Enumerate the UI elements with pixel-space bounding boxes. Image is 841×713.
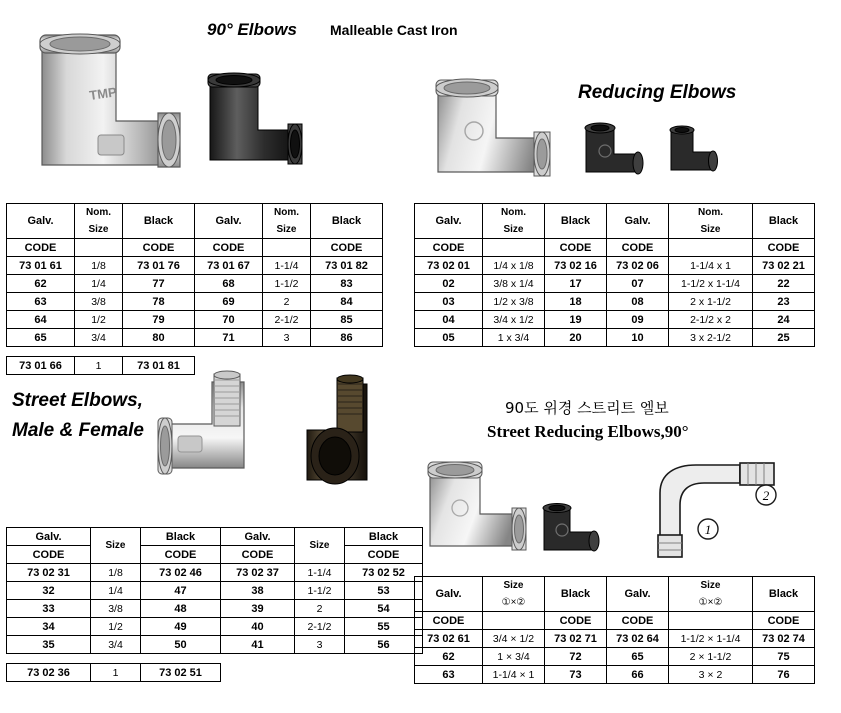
cell-galv-code: 33 bbox=[7, 600, 91, 618]
cell-black-code-2: 25 bbox=[753, 329, 815, 347]
cell-galv-code: 62 bbox=[7, 275, 75, 293]
cell-galv-code: 03 bbox=[415, 293, 483, 311]
header-blank-1 bbox=[483, 239, 545, 257]
street-reducing-black-illustration bbox=[536, 498, 606, 560]
header-size-1: Size bbox=[483, 577, 545, 595]
header-galv-2: Galv. bbox=[607, 577, 669, 612]
section-title-elbows: 90° Elbows bbox=[207, 20, 297, 39]
cell-size: 1 × 3/4 bbox=[483, 648, 545, 666]
cell-black-code-2: 53 bbox=[345, 582, 423, 600]
street-reducing-galvanized-illustration bbox=[418, 452, 538, 562]
cell-galv-code: 65 bbox=[7, 329, 75, 347]
cell-black-code: 20 bbox=[545, 329, 607, 347]
cell-galv-code: 64 bbox=[7, 311, 75, 329]
table-row bbox=[7, 582, 423, 600]
cell-black-code: 73 bbox=[545, 666, 607, 684]
cell-black-code: 18 bbox=[545, 293, 607, 311]
header-code-4: CODE bbox=[345, 546, 423, 564]
cell-galv-code-2: 65 bbox=[607, 648, 669, 666]
cell-black-code: 80 bbox=[123, 329, 195, 347]
header-black-1: Black bbox=[545, 577, 607, 612]
cell-empty bbox=[221, 664, 295, 682]
cell-galv-code: 04 bbox=[415, 311, 483, 329]
table-header-row bbox=[7, 204, 383, 222]
cell-galv-code-2: 10 bbox=[607, 329, 669, 347]
elbows-spec-table bbox=[6, 203, 383, 375]
cell-size-2: 1-1/2 bbox=[263, 275, 311, 293]
header-galv-1: Galv. bbox=[7, 528, 91, 546]
header-galv-1: Galv. bbox=[415, 577, 483, 612]
table-spacer-row bbox=[7, 654, 423, 664]
header-code-4: CODE bbox=[753, 239, 815, 257]
header-black-1: Black bbox=[545, 204, 607, 239]
header-nom-2: Nom. bbox=[263, 204, 311, 222]
cell-galv-code-2: 08 bbox=[607, 293, 669, 311]
cell-galv-code-tail: 73 01 66 bbox=[7, 357, 75, 375]
header-black-2: Black bbox=[753, 577, 815, 612]
table-row bbox=[415, 666, 815, 684]
header-size-notation-1: ①×② bbox=[483, 594, 545, 612]
cell-galv-code-2: 69 bbox=[195, 293, 263, 311]
header-code-3: CODE bbox=[221, 546, 295, 564]
table-spacer-row bbox=[7, 347, 383, 357]
table-header-row-3 bbox=[7, 239, 383, 257]
street-spec-table bbox=[6, 527, 423, 682]
cell-black-code: 78 bbox=[123, 293, 195, 311]
cell-galv-code-2: 41 bbox=[221, 636, 295, 654]
cell-size-2: 1-1/2 x 1-1/4 bbox=[669, 275, 753, 293]
elbow-galvanized-illustration bbox=[28, 25, 188, 185]
reducing-elbow-black-illustration-1 bbox=[578, 118, 648, 180]
cell-black-code: 73 02 16 bbox=[545, 257, 607, 275]
cell-size: 1/2 bbox=[91, 618, 141, 636]
table-row bbox=[415, 329, 815, 347]
header-code-2: CODE bbox=[545, 612, 607, 630]
header-blank-1 bbox=[75, 239, 123, 257]
cell-black-code-2: 73 01 82 bbox=[311, 257, 383, 275]
cell-galv-code-2: 71 bbox=[195, 329, 263, 347]
table-header-row-3 bbox=[415, 612, 815, 630]
cell-black-code-2: 76 bbox=[753, 666, 815, 684]
cell-galv-code-2: 73 02 64 bbox=[607, 630, 669, 648]
header-galv-2: Galv. bbox=[195, 204, 263, 239]
cell-black-code: 77 bbox=[123, 275, 195, 293]
diagram-callout-2: 2 bbox=[762, 488, 770, 503]
cell-black-code-2: 22 bbox=[753, 275, 815, 293]
header-size-1: Size bbox=[75, 221, 123, 239]
cell-galv-code: 73 02 01 bbox=[415, 257, 483, 275]
cell-black-code-2: 75 bbox=[753, 648, 815, 666]
cell-black-code: 49 bbox=[141, 618, 221, 636]
cell-empty bbox=[345, 664, 423, 682]
cell-size-2: 2 x 1-1/2 bbox=[669, 293, 753, 311]
header-code-2: CODE bbox=[141, 546, 221, 564]
header-code-2: CODE bbox=[123, 239, 195, 257]
cell-black-code: 50 bbox=[141, 636, 221, 654]
cell-black-code: 47 bbox=[141, 582, 221, 600]
table-header-row bbox=[7, 528, 423, 546]
header-code-2: CODE bbox=[545, 239, 607, 257]
header-size-1: Size bbox=[483, 221, 545, 239]
table-row bbox=[415, 311, 815, 329]
cell-size: 3/4 x 1/2 bbox=[483, 311, 545, 329]
table-row bbox=[415, 293, 815, 311]
reducing-spec-table bbox=[414, 203, 815, 347]
cell-size: 1 x 3/4 bbox=[483, 329, 545, 347]
cell-galv-code: 73 01 61 bbox=[7, 257, 75, 275]
header-black-1: Black bbox=[141, 528, 221, 546]
cell-black-code-2: 86 bbox=[311, 329, 383, 347]
cell-size: 1/2 bbox=[75, 311, 123, 329]
cell-black-code: 73 02 46 bbox=[141, 564, 221, 582]
header-code-3: CODE bbox=[607, 239, 669, 257]
header-nom-1: Nom. bbox=[75, 204, 123, 222]
cell-black-code-2: 83 bbox=[311, 275, 383, 293]
cell-black-code: 17 bbox=[545, 275, 607, 293]
table-header-row-3 bbox=[415, 239, 815, 257]
cell-size-2: 2 × 1-1/2 bbox=[669, 648, 753, 666]
cell-galv-code-2: 73 02 06 bbox=[607, 257, 669, 275]
table-elbows bbox=[6, 203, 383, 375]
header-code-1: CODE bbox=[7, 239, 75, 257]
cell-black-code-2: 85 bbox=[311, 311, 383, 329]
cell-galv-code-2: 07 bbox=[607, 275, 669, 293]
header-black-2: Black bbox=[345, 528, 423, 546]
cell-size-2: 2-1/2 x 2 bbox=[669, 311, 753, 329]
elbow-black-illustration bbox=[200, 68, 310, 178]
cell-size: 1/4 bbox=[75, 275, 123, 293]
table-row bbox=[7, 293, 383, 311]
header-size-2: Size bbox=[669, 577, 753, 595]
table-row bbox=[7, 600, 423, 618]
street-reducing-spec-table bbox=[414, 576, 815, 684]
cell-black-code: 73 02 71 bbox=[545, 630, 607, 648]
cell-galv-code-2: 68 bbox=[195, 275, 263, 293]
cell-galv-code-2: 09 bbox=[607, 311, 669, 329]
street-reducing-diagram bbox=[648, 457, 788, 572]
cell-size: 1/8 bbox=[75, 257, 123, 275]
table-row bbox=[7, 275, 383, 293]
header-black-2: Black bbox=[753, 204, 815, 239]
table-street-reducing bbox=[414, 576, 815, 684]
cell-black-code: 79 bbox=[123, 311, 195, 329]
cell-galv-code-2: 70 bbox=[195, 311, 263, 329]
table-row bbox=[415, 648, 815, 666]
cell-black-code-tail: 73 01 81 bbox=[123, 357, 195, 375]
cell-size-2: 2 bbox=[263, 293, 311, 311]
cell-size: 3/4 × 1/2 bbox=[483, 630, 545, 648]
header-size-notation-2: ①×② bbox=[669, 594, 753, 612]
header-code-3: CODE bbox=[607, 612, 669, 630]
cell-galv-code: 35 bbox=[7, 636, 91, 654]
table-header-row-2 bbox=[7, 546, 423, 564]
cell-size-2: 3 × 2 bbox=[669, 666, 753, 684]
cell-galv-code: 63 bbox=[415, 666, 483, 684]
cell-size-tail: 1 bbox=[91, 664, 141, 682]
header-nom-1: Nom. bbox=[483, 204, 545, 222]
section-title-street-line1: Street Elbows, bbox=[12, 390, 143, 411]
header-code-4: CODE bbox=[311, 239, 383, 257]
cell-empty bbox=[295, 664, 345, 682]
section-title-street-line2: Male & Female bbox=[12, 420, 144, 441]
header-code-1: CODE bbox=[415, 612, 483, 630]
header-galv-1: Galv. bbox=[415, 204, 483, 239]
header-code-3: CODE bbox=[195, 239, 263, 257]
cell-galv-code-2: 73 01 67 bbox=[195, 257, 263, 275]
header-blank-1 bbox=[483, 612, 545, 630]
header-code-1: CODE bbox=[415, 239, 483, 257]
reducing-elbow-black-illustration-2 bbox=[663, 122, 723, 178]
cell-size: 1/4 x 1/8 bbox=[483, 257, 545, 275]
cell-size: 3/8 bbox=[75, 293, 123, 311]
street-elbow-galvanized-illustration bbox=[148, 368, 308, 518]
cell-size-2: 2-1/2 bbox=[263, 311, 311, 329]
header-black-1: Black bbox=[123, 204, 195, 239]
cell-size-2: 2 bbox=[295, 600, 345, 618]
table-header-row bbox=[415, 204, 815, 222]
cell-galv-code-2: 39 bbox=[221, 600, 295, 618]
header-galv-2: Galv. bbox=[607, 204, 669, 239]
cell-black-code-2: 56 bbox=[345, 636, 423, 654]
cell-black-code: 73 01 76 bbox=[123, 257, 195, 275]
cell-galv-code: 05 bbox=[415, 329, 483, 347]
header-size-2: Size bbox=[263, 221, 311, 239]
cell-black-code-2: 23 bbox=[753, 293, 815, 311]
section-title-reducing: Reducing Elbows bbox=[578, 82, 737, 103]
cell-size-2: 1-1/4 x 1 bbox=[669, 257, 753, 275]
cell-size-2: 1-1/2 × 1-1/4 bbox=[669, 630, 753, 648]
cell-black-code-2: 55 bbox=[345, 618, 423, 636]
table-street bbox=[6, 527, 423, 682]
cell-galv-code: 73 02 31 bbox=[7, 564, 91, 582]
section-subtitle-elbows: Malleable Cast Iron bbox=[330, 22, 458, 38]
table-row bbox=[7, 329, 383, 347]
cell-size-tail: 1 bbox=[75, 357, 123, 375]
cell-size: 1/4 bbox=[91, 582, 141, 600]
cell-galv-code: 63 bbox=[7, 293, 75, 311]
section-title-street-reducing-en: Street Reducing Elbows,90° bbox=[487, 422, 689, 441]
cell-galv-code-2: 38 bbox=[221, 582, 295, 600]
cell-size-2: 1-1/2 bbox=[295, 582, 345, 600]
cell-black-code-tail: 73 02 51 bbox=[141, 664, 221, 682]
reducing-elbow-galvanized-illustration bbox=[424, 68, 564, 188]
cell-black-code-2: 73 02 74 bbox=[753, 630, 815, 648]
header-blank-2 bbox=[263, 239, 311, 257]
header-size-2: Size bbox=[295, 528, 345, 564]
header-blank-2 bbox=[669, 239, 753, 257]
cell-galv-code: 34 bbox=[7, 618, 91, 636]
table-row bbox=[7, 636, 423, 654]
cell-size: 3/8 bbox=[91, 600, 141, 618]
cell-galv-code: 62 bbox=[415, 648, 483, 666]
table-row bbox=[415, 630, 815, 648]
table-reducing bbox=[414, 203, 815, 347]
cell-size: 1-1/4 × 1 bbox=[483, 666, 545, 684]
header-black-2: Black bbox=[311, 204, 383, 239]
table-row bbox=[7, 311, 383, 329]
cell-black-code-2: 84 bbox=[311, 293, 383, 311]
cell-size: 1/8 bbox=[91, 564, 141, 582]
cell-size-2: 3 bbox=[263, 329, 311, 347]
cell-black-code-2: 73 02 52 bbox=[345, 564, 423, 582]
table-row bbox=[7, 564, 423, 582]
cell-size: 3/4 bbox=[91, 636, 141, 654]
header-code-1: CODE bbox=[7, 546, 91, 564]
cell-size-2: 3 bbox=[295, 636, 345, 654]
cell-galv-code-tail: 73 02 36 bbox=[7, 664, 91, 682]
cell-black-code-2: 24 bbox=[753, 311, 815, 329]
cell-black-code: 72 bbox=[545, 648, 607, 666]
cell-black-code: 48 bbox=[141, 600, 221, 618]
cell-size-2: 2-1/2 bbox=[295, 618, 345, 636]
cell-size: 1/2 x 3/8 bbox=[483, 293, 545, 311]
header-blank-2 bbox=[669, 612, 753, 630]
table-tail-row bbox=[7, 664, 423, 682]
cell-size: 3/8 x 1/4 bbox=[483, 275, 545, 293]
header-size-2: Size bbox=[669, 221, 753, 239]
cell-black-code: 19 bbox=[545, 311, 607, 329]
cell-galv-code: 73 02 61 bbox=[415, 630, 483, 648]
cell-size: 3/4 bbox=[75, 329, 123, 347]
cell-black-code-2: 73 02 21 bbox=[753, 257, 815, 275]
cell-galv-code: 02 bbox=[415, 275, 483, 293]
cell-galv-code-2: 66 bbox=[607, 666, 669, 684]
table-row bbox=[7, 257, 383, 275]
section-title-street-reducing-kr: 90도 위경 스트리트 엘보 bbox=[505, 399, 669, 417]
street-elbow-black-illustration bbox=[287, 372, 397, 512]
header-nom-2: Nom. bbox=[669, 204, 753, 222]
header-galv-2: Galv. bbox=[221, 528, 295, 546]
table-row bbox=[415, 275, 815, 293]
svg-text:TMP: TMP bbox=[88, 84, 118, 103]
diagram-callout-1: 1 bbox=[704, 522, 712, 537]
cell-galv-code: 32 bbox=[7, 582, 91, 600]
table-header-row bbox=[415, 577, 815, 595]
table-row bbox=[7, 618, 423, 636]
header-code-4: CODE bbox=[753, 612, 815, 630]
cell-size-2: 1-1/4 bbox=[295, 564, 345, 582]
cell-size-2: 1-1/4 bbox=[263, 257, 311, 275]
header-galv-1: Galv. bbox=[7, 204, 75, 239]
cell-size-2: 3 x 2-1/2 bbox=[669, 329, 753, 347]
table-row bbox=[415, 257, 815, 275]
cell-galv-code-2: 73 02 37 bbox=[221, 564, 295, 582]
header-size-1: Size bbox=[91, 528, 141, 564]
cell-black-code-2: 54 bbox=[345, 600, 423, 618]
cell-galv-code-2: 40 bbox=[221, 618, 295, 636]
